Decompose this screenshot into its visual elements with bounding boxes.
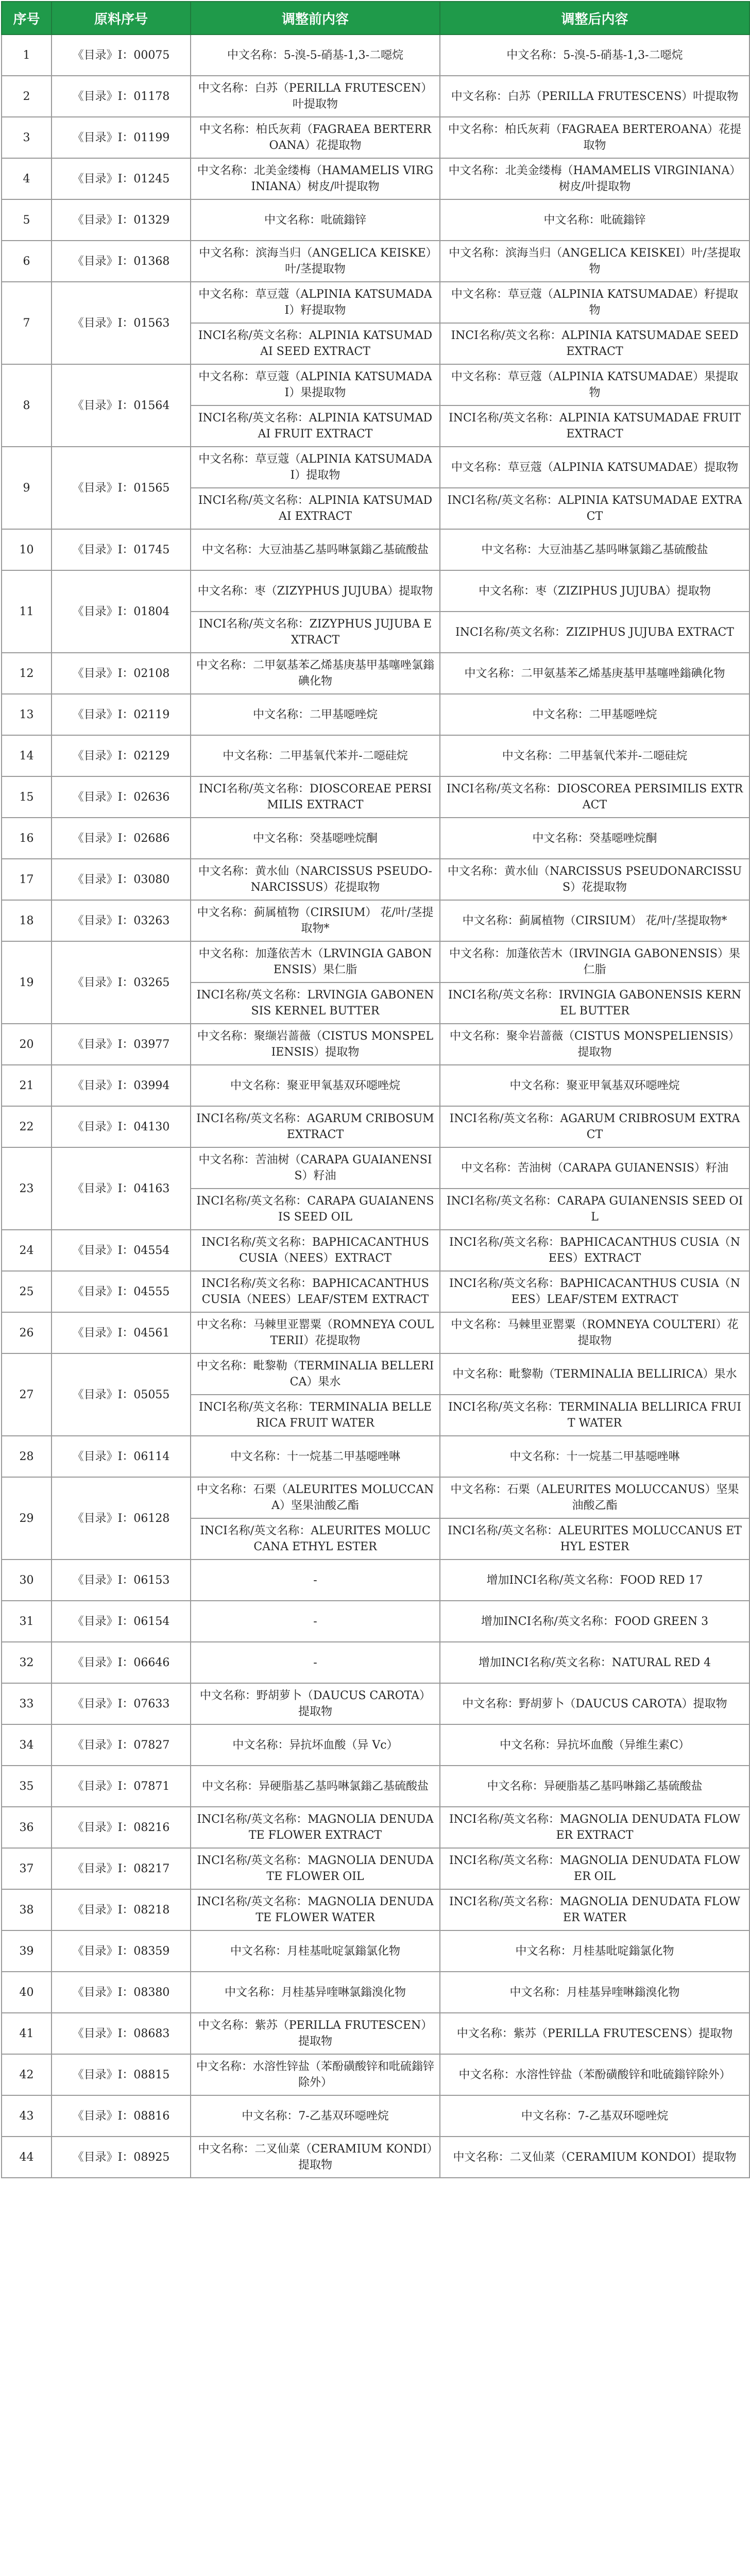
cell-material-code: 《目录》I：08217: [52, 1848, 191, 1889]
cell-before: INCI名称/英文名称：BAPHICACANTHUS CUSIA（NEES）LEAF/STEM EXTRACT: [191, 1271, 440, 1312]
cell-material-code: 《目录》I：01563: [52, 282, 191, 364]
cell-after: 中文名称：加蓬依苦木（IRVINGIA GABONENSIS）果仁脂: [440, 941, 749, 982]
cell-before: INCI名称/英文名称：BAPHICACANTHUS CUSIA（NEES）EXTRACT: [191, 1230, 440, 1271]
cell-material-code: 《目录》I：01178: [52, 76, 191, 117]
cell-after: INCI名称/英文名称：MAGNOLIA DENUDATA FLOWER EXTRACT: [440, 1807, 749, 1848]
cell-seq: 26: [2, 1312, 52, 1353]
cell-material-code: 《目录》I：01245: [52, 158, 191, 199]
table-row: [2, 2137, 749, 2178]
cell-material-code: 《目录》I：06128: [52, 1477, 191, 1560]
cell-material-code: 《目录》I：08815: [52, 2054, 191, 2095]
cell-before: 中文名称：毗黎勒（TERMINALIA BELLERICA）果水: [191, 1353, 440, 1395]
cell-before: 中文名称：石栗（ALEURITES MOLUCCANA）坚果油酸乙酯: [191, 1477, 440, 1518]
cell-material-code: 《目录》I：08359: [52, 1930, 191, 1972]
cell-before: 中文名称：柏氏灰莉（FAGRAEA BERTERROANA）花提取物: [191, 117, 440, 158]
cell-material-code: 《目录》I：02119: [52, 694, 191, 735]
cell-before: 中文名称：白苏（PERILLA FRUTESCEN）叶提取物: [191, 76, 440, 117]
cell-after: 中文名称：二甲氨基苯乙烯基庚基甲基噻唑鎓碘化物: [440, 653, 749, 694]
cell-material-code: 《目录》I：02108: [52, 653, 191, 694]
cell-before: 中文名称：滨海当归（ANGELICA KEISKE）叶/茎提取物: [191, 241, 440, 282]
table-row: [2, 158, 749, 199]
cell-seq: 11: [2, 570, 52, 653]
cell-after: 中文名称：紫苏（PERILLA FRUTESCENS）提取物: [440, 2013, 749, 2054]
cell-after: INCI名称/英文名称：DIOSCOREA PERSIMILIS EXTRACT: [440, 776, 749, 818]
cell-after: 中文名称：聚亚甲氧基双环噁唑烷: [440, 1065, 749, 1106]
cell-seq: 10: [2, 529, 52, 570]
cell-material-code: 《目录》I：06646: [52, 1642, 191, 1683]
cell-seq: 22: [2, 1106, 52, 1147]
table-row: [2, 1353, 749, 1395]
cell-material-code: 《目录》I：07827: [52, 1724, 191, 1766]
cell-before: INCI名称/英文名称：MAGNOLIA DENUDATE FLOWER EXTRACT: [191, 1807, 440, 1848]
cell-after: 中文名称：二叉仙菜（CERAMIUM KONDOI）提取物: [440, 2137, 749, 2178]
header-material-code: 原料序号: [52, 2, 191, 35]
cell-seq: 39: [2, 1930, 52, 1972]
cell-after: 中文名称：二甲基噁唑烷: [440, 694, 749, 735]
cell-before: 中文名称：草豆蔻（ALPINIA KATSUMADAI）果提取物: [191, 364, 440, 405]
cell-seq: 32: [2, 1642, 52, 1683]
table-row: [2, 1889, 749, 1930]
table-row: [2, 1147, 749, 1189]
cell-after: INCI名称/英文名称：ALPINIA KATSUMADAE SEED EXTRACT: [440, 323, 749, 364]
cell-before: 中文名称：北美金缕梅（HAMAMELIS VIRGINIANA）树皮/叶提取物: [191, 158, 440, 199]
cell-material-code: 《目录》I：06114: [52, 1436, 191, 1477]
cell-after: 中文名称：异抗坏血酸（异维生素C）: [440, 1724, 749, 1766]
cell-seq: 4: [2, 158, 52, 199]
cell-after: INCI名称/英文名称：AGARUM CRIBROSUM EXTRACT: [440, 1106, 749, 1147]
table-row: [2, 1972, 749, 2013]
cell-seq: 8: [2, 364, 52, 447]
cell-seq: 35: [2, 1766, 52, 1807]
cell-before: -: [191, 1601, 440, 1642]
cell-before: 中文名称：紫苏（PERILLA FRUTESCEN）提取物: [191, 2013, 440, 2054]
cell-material-code: 《目录》I：04163: [52, 1147, 191, 1230]
cell-seq: 38: [2, 1889, 52, 1930]
cell-before: 中文名称：聚缬岩蔷薇（CISTUS MONSPELIENSIS）提取物: [191, 1024, 440, 1065]
cell-seq: 31: [2, 1601, 52, 1642]
cell-seq: 13: [2, 694, 52, 735]
cell-after: 中文名称：草豆蔻（ALPINIA KATSUMADAE）果提取物: [440, 364, 749, 405]
cell-material-code: 《目录》I：03994: [52, 1065, 191, 1106]
cell-after: INCI名称/英文名称：ZIZIPHUS JUJUBA EXTRACT: [440, 612, 749, 653]
cell-seq: 7: [2, 282, 52, 364]
table-row: [2, 1560, 749, 1601]
cell-after: 中文名称：大豆油基乙基吗啉氯鎓乙基硫酸盐: [440, 529, 749, 570]
cell-before: 中文名称：异抗坏血酸（异 Vc）: [191, 1724, 440, 1766]
cell-before: 中文名称：癸基噁唑烷酮: [191, 818, 440, 859]
header-before: 调整前内容: [191, 2, 440, 35]
cell-material-code: 《目录》I：01565: [52, 447, 191, 529]
cell-after: INCI名称/英文名称：ALEURITES MOLUCCANUS ETHYL ESTER: [440, 1518, 749, 1560]
cell-before: 中文名称：7-乙基双环噁唑烷: [191, 2095, 440, 2137]
table-row: [2, 653, 749, 694]
cell-after: 中文名称：蓟属植物（CIRSIUM） 花/叶/茎提取物*: [440, 900, 749, 941]
cell-after: INCI名称/英文名称：MAGNOLIA DENUDATA FLOWER OIL: [440, 1848, 749, 1889]
cell-after: 中文名称：吡硫鎓锌: [440, 199, 749, 241]
table-row: [2, 1724, 749, 1766]
cell-seq: 27: [2, 1353, 52, 1436]
table-header-row: [2, 2, 749, 35]
cell-after: 中文名称：柏氏灰莉（FAGRAEA BERTEROANA）花提取物: [440, 117, 749, 158]
cell-after: INCI名称/英文名称：ALPINIA KATSUMADAE FRUIT EXTRACT: [440, 405, 749, 447]
table-row: [2, 447, 749, 488]
cell-before: 中文名称：加蓬依苦木（LRVINGIA GABONENSIS）果仁脂: [191, 941, 440, 982]
cell-seq: 1: [2, 35, 52, 76]
cell-material-code: 《目录》I：01804: [52, 570, 191, 653]
cell-material-code: 《目录》I：04555: [52, 1271, 191, 1312]
cell-material-code: 《目录》I：01564: [52, 364, 191, 447]
cell-seq: 23: [2, 1147, 52, 1230]
cell-seq: 24: [2, 1230, 52, 1271]
cell-after: INCI名称/英文名称：BAPHICACANTHUS CUSIA（NEES）EXTRACT: [440, 1230, 749, 1271]
cell-material-code: 《目录》I：01745: [52, 529, 191, 570]
cell-after: INCI名称/英文名称：CARAPA GUIANENSIS SEED OIL: [440, 1189, 749, 1230]
table-row: [2, 1106, 749, 1147]
table-row: [2, 364, 749, 405]
cell-after: 中文名称：北美金缕梅（HAMAMELIS VIRGINIANA）树皮/叶提取物: [440, 158, 749, 199]
cell-material-code: 《目录》I：03265: [52, 941, 191, 1024]
cell-before: 中文名称：月桂基吡啶氯鎓氯化物: [191, 1930, 440, 1972]
table-row: [2, 570, 749, 612]
cell-after: 中文名称：草豆蔻（ALPINIA KATSUMADAE）提取物: [440, 447, 749, 488]
ingredient-adjustment-table: [1, 1, 750, 2178]
table-row: [2, 1271, 749, 1312]
cell-before: -: [191, 1560, 440, 1601]
cell-after: 中文名称：7-乙基双环噁唑烷: [440, 2095, 749, 2137]
table-row: [2, 117, 749, 158]
table-row: [2, 1683, 749, 1724]
cell-seq: 40: [2, 1972, 52, 2013]
cell-material-code: 《目录》I：02686: [52, 818, 191, 859]
table-row: [2, 900, 749, 941]
table-row: [2, 76, 749, 117]
cell-material-code: 《目录》I：08925: [52, 2137, 191, 2178]
cell-material-code: 《目录》I：08216: [52, 1807, 191, 1848]
cell-material-code: 《目录》I：03977: [52, 1024, 191, 1065]
cell-after: 中文名称：石栗（ALEURITES MOLUCCANUS）坚果油酸乙酯: [440, 1477, 749, 1518]
cell-after: 中文名称：月桂基异喹啉鎓溴化物: [440, 1972, 749, 2013]
cell-after: 增加INCI名称/英文名称：FOOD RED 17: [440, 1560, 749, 1601]
cell-seq: 43: [2, 2095, 52, 2137]
table-row: [2, 1848, 749, 1889]
cell-material-code: 《目录》I：07633: [52, 1683, 191, 1724]
cell-after: 中文名称：毗黎勒（TERMINALIA BELLIRICA）果水: [440, 1353, 749, 1395]
cell-before: 中文名称：苦油树（CARAPA GUAIANENSIS）籽油: [191, 1147, 440, 1189]
table-row: [2, 1766, 749, 1807]
table-row: [2, 1807, 749, 1848]
cell-before: INCI名称/英文名称：TERMINALIA BELLERICA FRUIT WATER: [191, 1395, 440, 1436]
cell-after: 中文名称：水溶性锌盐（苯酚磺酸锌和吡硫鎓锌除外）: [440, 2054, 749, 2095]
cell-before: INCI名称/英文名称：ZIZYPHUS JUJUBA EXTRACT: [191, 612, 440, 653]
cell-before: 中文名称：聚亚甲氧基双环噁唑烷: [191, 1065, 440, 1106]
cell-after: 中文名称：十一烷基二甲基噁唑啉: [440, 1436, 749, 1477]
table-row: [2, 818, 749, 859]
cell-seq: 19: [2, 941, 52, 1024]
cell-seq: 18: [2, 900, 52, 941]
cell-after: 中文名称：野胡萝卜（DAUCUS CAROTA）提取物: [440, 1683, 749, 1724]
table-row: [2, 529, 749, 570]
cell-material-code: 《目录》I：05055: [52, 1353, 191, 1436]
cell-before: INCI名称/英文名称：DIOSCOREAE PERSIMILIS EXTRACT: [191, 776, 440, 818]
cell-before: 中文名称：月桂基异喹啉氯鎓溴化物: [191, 1972, 440, 2013]
cell-before: 中文名称：二甲氨基苯乙烯基庚基甲基噻唑氯鎓碘化物: [191, 653, 440, 694]
cell-material-code: 《目录》I：02129: [52, 735, 191, 776]
table-row: [2, 859, 749, 900]
cell-after: INCI名称/英文名称：ALPINIA KATSUMADAE EXTRACT: [440, 488, 749, 529]
cell-before: 中文名称：水溶性锌盐（苯酚磺酸锌和吡硫鎓锌除外）: [191, 2054, 440, 2095]
cell-after: INCI名称/英文名称：TERMINALIA BELLIRICA FRUIT WATER: [440, 1395, 749, 1436]
cell-before: 中文名称：异硬脂基乙基吗啉氯鎓乙基硫酸盐: [191, 1766, 440, 1807]
cell-seq: 36: [2, 1807, 52, 1848]
cell-before: 中文名称：草豆蔻（ALPINIA KATSUMADAI）籽提取物: [191, 282, 440, 323]
cell-seq: 29: [2, 1477, 52, 1560]
cell-material-code: 《目录》I：08218: [52, 1889, 191, 1930]
cell-before: 中文名称：5-溴-5-硝基-1,3-二噁烷: [191, 35, 440, 76]
cell-seq: 34: [2, 1724, 52, 1766]
cell-after: 中文名称：二甲基氧代苯并-二噁硅烷: [440, 735, 749, 776]
cell-seq: 41: [2, 2013, 52, 2054]
cell-before: 中文名称：二甲基噁唑烷: [191, 694, 440, 735]
cell-material-code: 《目录》I：03263: [52, 900, 191, 941]
table-row: [2, 1024, 749, 1065]
cell-before: INCI名称/英文名称：ALPINIA KATSUMADAI EXTRACT: [191, 488, 440, 529]
cell-seq: 2: [2, 76, 52, 117]
table-row: [2, 1930, 749, 1972]
cell-material-code: 《目录》I：01199: [52, 117, 191, 158]
cell-after: INCI名称/英文名称：IRVINGIA GABONENSIS KERNEL BUTTER: [440, 982, 749, 1024]
table-row: [2, 2054, 749, 2095]
cell-material-code: 《目录》I：07871: [52, 1766, 191, 1807]
cell-before: INCI名称/英文名称：LRVINGIA GABONENSIS KERNEL BUTTER: [191, 982, 440, 1024]
cell-before: INCI名称/英文名称：ALEURITES MOLUCCANA ETHYL ESTER: [191, 1518, 440, 1560]
cell-before: INCI名称/英文名称：ALPINIA KATSUMADAI FRUIT EXTRACT: [191, 405, 440, 447]
table-row: [2, 35, 749, 76]
table-body: [2, 35, 749, 2178]
cell-before: 中文名称：野胡萝卜（DAUCUS CAROTA）提取物: [191, 1683, 440, 1724]
table-row: [2, 694, 749, 735]
cell-after: 中文名称：白苏（PERILLA FRUTESCENS）叶提取物: [440, 76, 749, 117]
table-row: [2, 2013, 749, 2054]
cell-material-code: 《目录》I：04554: [52, 1230, 191, 1271]
cell-seq: 12: [2, 653, 52, 694]
cell-seq: 37: [2, 1848, 52, 1889]
table-row: [2, 199, 749, 241]
cell-before: 中文名称：枣（ZIZYPHUS JUJUBA）提取物: [191, 570, 440, 612]
cell-before: 中文名称：蓟属植物（CIRSIUM） 花/叶/茎提取物*: [191, 900, 440, 941]
table-row: [2, 1065, 749, 1106]
cell-after: 中文名称：癸基噁唑烷酮: [440, 818, 749, 859]
cell-before: 中文名称：马棘里亚罂粟（ROMNEYA COULTERII）花提取物: [191, 1312, 440, 1353]
table-row: [2, 2095, 749, 2137]
cell-after: 中文名称：草豆蔻（ALPINIA KATSUMADAE）籽提取物: [440, 282, 749, 323]
cell-after: INCI名称/英文名称：MAGNOLIA DENUDATA FLOWER WATER: [440, 1889, 749, 1930]
cell-material-code: 《目录》I：04130: [52, 1106, 191, 1147]
cell-before: INCI名称/英文名称：AGARUM CRIBOSUM EXTRACT: [191, 1106, 440, 1147]
cell-seq: 3: [2, 117, 52, 158]
cell-after: 增加INCI名称/英文名称：NATURAL RED 4: [440, 1642, 749, 1683]
cell-seq: 30: [2, 1560, 52, 1601]
table-row: [2, 735, 749, 776]
cell-after: 中文名称：苦油树（CARAPA GUIANENSIS）籽油: [440, 1147, 749, 1189]
cell-material-code: 《目录》I：03080: [52, 859, 191, 900]
cell-before: INCI名称/英文名称：MAGNOLIA DENUDATE FLOWER WATER: [191, 1889, 440, 1930]
table-row: [2, 241, 749, 282]
cell-material-code: 《目录》I：04561: [52, 1312, 191, 1353]
cell-before: -: [191, 1642, 440, 1683]
cell-before: 中文名称：吡硫鎓锌: [191, 199, 440, 241]
cell-material-code: 《目录》I：02636: [52, 776, 191, 818]
cell-after: 中文名称：异硬脂基乙基吗啉鎓乙基硫酸盐: [440, 1766, 749, 1807]
cell-before: INCI名称/英文名称：ALPINIA KATSUMADAI SEED EXTRACT: [191, 323, 440, 364]
cell-before: 中文名称：黄水仙（NARCISSUS PSEUDO-NARCISSUS）花提取物: [191, 859, 440, 900]
table-row: [2, 1642, 749, 1683]
cell-seq: 21: [2, 1065, 52, 1106]
cell-before: 中文名称：十一烷基二甲基噁唑啉: [191, 1436, 440, 1477]
cell-seq: 16: [2, 818, 52, 859]
cell-seq: 44: [2, 2137, 52, 2178]
cell-seq: 42: [2, 2054, 52, 2095]
cell-material-code: 《目录》I：00075: [52, 35, 191, 76]
table-row: [2, 1230, 749, 1271]
cell-seq: 17: [2, 859, 52, 900]
table-row: [2, 1601, 749, 1642]
cell-seq: 14: [2, 735, 52, 776]
cell-before: INCI名称/英文名称：MAGNOLIA DENUDATE FLOWER OIL: [191, 1848, 440, 1889]
header-after: 调整后内容: [440, 2, 749, 35]
cell-seq: 33: [2, 1683, 52, 1724]
cell-after: 中文名称：黄水仙（NARCISSUS PSEUDONARCISSUS）花提取物: [440, 859, 749, 900]
cell-seq: 9: [2, 447, 52, 529]
cell-seq: 25: [2, 1271, 52, 1312]
cell-before: 中文名称：二甲基氧代苯并-二噁硅烷: [191, 735, 440, 776]
cell-after: 增加INCI名称/英文名称：FOOD GREEN 3: [440, 1601, 749, 1642]
cell-after: 中文名称：5-溴-5-硝基-1,3-二噁烷: [440, 35, 749, 76]
cell-after: 中文名称：马棘里亚罂粟（ROMNEYA COULTERI）花提取物: [440, 1312, 749, 1353]
cell-after: 中文名称：月桂基吡啶鎓氯化物: [440, 1930, 749, 1972]
table-row: [2, 282, 749, 323]
cell-after: 中文名称：枣（ZIZIPHUS JUJUBA）提取物: [440, 570, 749, 612]
table-row: [2, 1436, 749, 1477]
table-row: [2, 941, 749, 982]
cell-before: 中文名称：大豆油基乙基吗啉氯鎓乙基硫酸盐: [191, 529, 440, 570]
table-row: [2, 1477, 749, 1518]
cell-after: INCI名称/英文名称：BAPHICACANTHUS CUSIA（NEES）LEAF/STEM EXTRACT: [440, 1271, 749, 1312]
cell-before: 中文名称：草豆蔻（ALPINIA KATSUMADAI）提取物: [191, 447, 440, 488]
cell-material-code: 《目录》I：08683: [52, 2013, 191, 2054]
header-seq: 序号: [2, 2, 52, 35]
cell-seq: 28: [2, 1436, 52, 1477]
cell-material-code: 《目录》I：08380: [52, 1972, 191, 2013]
cell-material-code: 《目录》I：06153: [52, 1560, 191, 1601]
table-row: [2, 776, 749, 818]
cell-seq: 15: [2, 776, 52, 818]
cell-seq: 5: [2, 199, 52, 241]
cell-seq: 6: [2, 241, 52, 282]
cell-after: 中文名称：聚伞岩蔷薇（CISTUS MONSPELIENSIS）提取物: [440, 1024, 749, 1065]
cell-material-code: 《目录》I：08816: [52, 2095, 191, 2137]
cell-material-code: 《目录》I：01368: [52, 241, 191, 282]
cell-seq: 20: [2, 1024, 52, 1065]
table-row: [2, 1312, 749, 1353]
cell-before: INCI名称/英文名称：CARAPA GUAIANENSIS SEED OIL: [191, 1189, 440, 1230]
cell-before: 中文名称：二叉仙菜（CERAMIUM KONDI）提取物: [191, 2137, 440, 2178]
cell-material-code: 《目录》I：06154: [52, 1601, 191, 1642]
cell-material-code: 《目录》I：01329: [52, 199, 191, 241]
cell-after: 中文名称：滨海当归（ANGELICA KEISKEI）叶/茎提取物: [440, 241, 749, 282]
